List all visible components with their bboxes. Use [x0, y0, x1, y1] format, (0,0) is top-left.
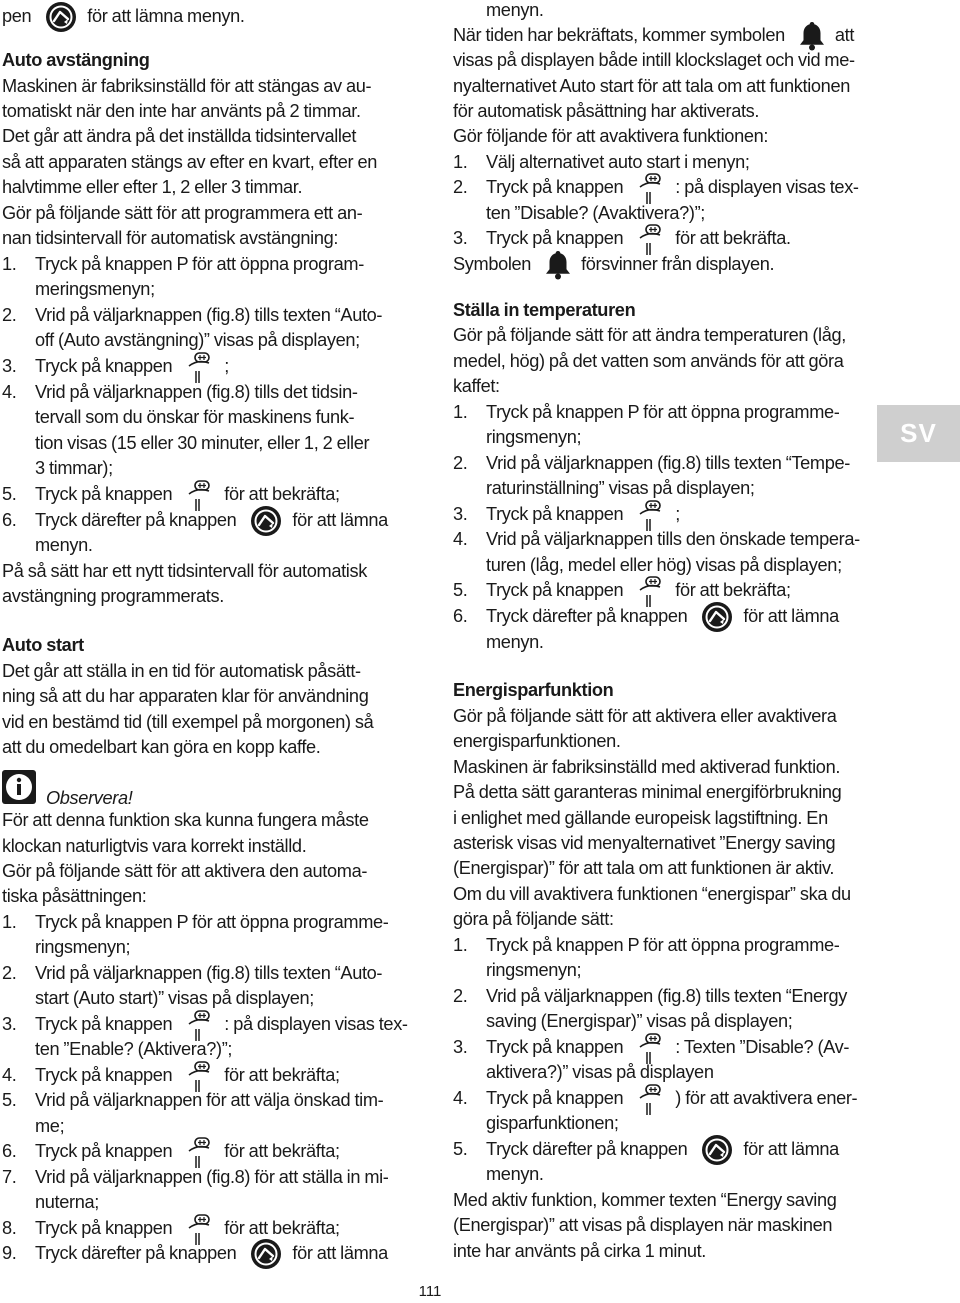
line-text: Vrid på väljarknappen (fig.8) tills texten “Auto- [35, 305, 383, 325]
paragraph-line [453, 48, 861, 73]
line-text: Tryck på knappen [486, 177, 624, 197]
list-number: 4. [2, 382, 17, 402]
list-item [453, 226, 861, 251]
section-heading: Auto avstängning [2, 50, 150, 70]
line-text-after-icon: ; [675, 504, 680, 524]
line-text: att du omedelbart kan göra en kopp kaffe. [2, 737, 321, 757]
line-text: Vrid på väljarknappen (fig.8) tills texten “Auto- [35, 963, 383, 983]
line-text: göra på följande sätt: [453, 909, 614, 929]
paragraph-line [453, 907, 861, 932]
paragraph-line [453, 74, 861, 99]
list-item-continuation: tervall som du önskar för maskinens funk- [35, 407, 355, 427]
paragraph-line [453, 882, 861, 907]
paragraph-line [2, 659, 410, 684]
line-text: Vrid på väljarknappen för att välja önskad tim- [35, 1090, 384, 1110]
line-text-after-icon: ) för att avaktivera ener- [675, 1088, 858, 1108]
back-arrow-icon [250, 1238, 282, 1270]
line-text-after-icon: ; [224, 356, 229, 376]
list-number: 5. [2, 484, 17, 504]
list-item [2, 1063, 410, 1088]
line-text-after-icon: för att lämna [292, 510, 388, 530]
line-text: (Energispar)” för att tala om att funktionen är aktiv. [453, 858, 835, 878]
list-number: 2. [2, 963, 17, 983]
list-item-continuation: ten ”Enable? (Aktivera?)”; [35, 1039, 233, 1059]
paragraph-line [2, 74, 410, 99]
line-text: för automatisk påsättning har aktiverats. [453, 101, 760, 121]
paragraph-line [453, 856, 861, 881]
paragraph-line [2, 684, 410, 709]
list-number: 3. [453, 1037, 468, 1057]
line-text: Maskinen är fabriksinställd för att stängas av au- [2, 76, 372, 96]
line-text: På så sätt har ett nytt tidsintervall för automatisk [2, 561, 367, 581]
list-item [453, 527, 861, 552]
paragraph-line [2, 201, 410, 226]
list-item-continuation: raturinställning” visas på displayen; [486, 478, 755, 498]
list-number: 2. [453, 453, 468, 473]
line-text: Det går att ställa in en tid för automatisk påsätt- [2, 661, 361, 681]
back-arrow-icon [45, 1, 77, 33]
line-text: Symbolen [453, 254, 532, 274]
list-item-continuation: ringsmenyn; [486, 960, 582, 980]
list-number: 6. [2, 510, 17, 530]
list-item-continuation: me; [35, 1116, 65, 1136]
line-text: i enlighet med gällande europeisk lagstiftning. En [453, 808, 828, 828]
paragraph-line [453, 1239, 861, 1264]
line-text: Vrid på väljarknappen (fig.8) tills texten “Energy [486, 986, 847, 1006]
section-heading: Energisparfunktion [453, 680, 614, 700]
line-text: vid en bestämd tid (till exempel på morgonen) så [2, 712, 374, 732]
line-text: Gör följande för att avaktivera funktionen: [453, 126, 769, 146]
list-item-continuation: ringsmenyn; [35, 937, 131, 957]
clock-bell-icon [545, 250, 571, 280]
line-text: asterisk visas vid menyalternativet ”Energy saving [453, 833, 836, 853]
line-text: energisparfunktionen. [453, 731, 621, 751]
list-item-continuation: saving (Energispar)” visas på displayen; [486, 1011, 793, 1031]
line-text: Vrid på väljarknappen (fig.8) för att ställa in mi- [35, 1167, 389, 1187]
section-heading: Auto start [2, 635, 84, 655]
list-item-continuation: menyn. [486, 632, 544, 652]
list-item [2, 1012, 410, 1037]
line-text: Gör på följande sätt för att ändra temperaturen (låg, [453, 325, 846, 345]
list-number: 1. [453, 152, 468, 172]
paragraph-line [453, 831, 861, 856]
list-number: 7. [2, 1167, 17, 1187]
paragraph-line [453, 755, 861, 780]
line-text: Med aktiv funktion, kommer texten “Energy saving [453, 1190, 837, 1210]
paragraph-line [2, 175, 410, 200]
list-number: 2. [2, 305, 17, 325]
line-text: pen [2, 6, 32, 26]
line-text: Tryck på knappen [486, 580, 624, 600]
line-text: Det går att ändra på det inställda tidsintervallet [2, 126, 357, 146]
list-number: 5. [2, 1090, 17, 1110]
paragraph-line [2, 710, 410, 735]
line-text-after-icon: för att bekräfta; [224, 1065, 340, 1085]
list-item [2, 1165, 410, 1190]
list-item-continuation: nuterna; [35, 1192, 99, 1212]
line-text-after-icon: att [834, 25, 855, 45]
list-number: 4. [2, 1065, 17, 1085]
info-icon [2, 770, 36, 809]
paragraph-line [2, 808, 410, 833]
list-number: 2. [453, 986, 468, 1006]
paragraph-line [2, 735, 410, 760]
line-text: Tryck på knappen [35, 1141, 173, 1161]
list-number: 3. [453, 504, 468, 524]
line-text: Gör på följande sätt för att programmera ett an- [2, 203, 363, 223]
line-text: Tryck på knappen [35, 356, 173, 376]
list-item [453, 604, 861, 629]
list-item-continuation: ringsmenyn; [486, 427, 582, 447]
line-text: kaffet: [453, 376, 500, 396]
line-text-after-icon: för att bekräfta; [224, 1218, 340, 1238]
line-text-after-icon: för att lämna [743, 606, 839, 626]
list-item [453, 175, 861, 200]
list-item-continuation: menyn. [486, 0, 544, 20]
clock-bell-icon [799, 21, 825, 51]
paragraph-line [453, 99, 861, 124]
list-number: 9. [2, 1243, 17, 1263]
list-item [2, 252, 410, 277]
paragraph-line [453, 806, 861, 831]
line-text: avstängning programmerats. [2, 586, 224, 606]
paragraph-line [2, 884, 410, 909]
line-text: Tryck på knappen P för att öppna program- [35, 254, 364, 274]
list-item [2, 1216, 410, 1241]
list-number: 4. [453, 529, 468, 549]
paragraph-line [2, 834, 410, 859]
paragraph-line [2, 559, 410, 584]
list-item-continuation: ten ”Disable? (Avaktivera?)”; [486, 203, 705, 223]
paragraph-line [2, 226, 410, 251]
paragraph-line [453, 252, 861, 277]
line-text: Tryck på knappen [35, 1014, 173, 1034]
line-text: När tiden har bekräftats, kommer symbolen [453, 25, 785, 45]
line-text-after-icon: för att bekräfta; [224, 484, 340, 504]
line-text: Tryck på knappen [486, 1037, 624, 1057]
back-arrow-icon [701, 601, 733, 633]
line-text: nyalternativet Auto start för att tala om att funktionen [453, 76, 850, 96]
paragraph-line [453, 323, 861, 348]
list-number: 3. [2, 1014, 17, 1034]
line-text: Tryck på knappen [35, 1218, 173, 1238]
line-text-after-icon: för att bekräfta; [224, 1141, 340, 1161]
line-text: Maskinen är fabriksinställd med aktiverad funktion. [453, 757, 841, 777]
list-item [2, 910, 410, 935]
list-item [453, 1035, 861, 1060]
paragraph-line [2, 859, 410, 884]
line-text: Tryck på knappen P för att öppna programme- [486, 935, 840, 955]
list-item-continuation: gisparfunktionen; [486, 1113, 619, 1133]
list-item [2, 1088, 410, 1113]
paragraph-line [453, 374, 861, 399]
line-text: inte har använts på cirka 1 minut. [453, 1241, 707, 1261]
line-text-after-icon: för att lämna [292, 1243, 388, 1263]
paragraph-line [2, 99, 410, 124]
line-text: Tryck på knappen [486, 504, 624, 524]
line-text: Tryck på knappen [486, 228, 624, 248]
list-item [2, 482, 410, 507]
list-item [2, 961, 410, 986]
line-text: Tryck därefter på knappen [35, 510, 237, 530]
list-number: 1. [453, 935, 468, 955]
list-item-continuation: menyn. [486, 1164, 544, 1184]
line-text: medel, hög) på det vatten som används för att göra [453, 351, 844, 371]
line-text: Gör på följande sätt för att aktivera eller avaktivera [453, 706, 837, 726]
list-number: 1. [2, 912, 17, 932]
list-item-continuation: turen (låg, medel eller hög) visas på displayen; [486, 555, 842, 575]
list-number: 1. [2, 254, 17, 274]
line-text-after-icon: : på displayen visas tex- [224, 1014, 408, 1034]
list-item [2, 380, 410, 405]
list-number: 4. [453, 1088, 468, 1108]
list-item [2, 1241, 410, 1266]
line-text: Tryck därefter på knappen [486, 1139, 688, 1159]
list-item [453, 933, 861, 958]
line-text: Tryck på knappen [35, 484, 173, 504]
line-text: Tryck på knappen P för att öppna programme- [35, 912, 389, 932]
list-number: 6. [2, 1141, 17, 1161]
list-item-continuation: start (Auto start)” visas på displayen; [35, 988, 315, 1008]
paragraph-line [453, 1213, 861, 1238]
list-item-continuation: menyn. [35, 535, 93, 555]
line-text: På detta sätt garanteras minimal energiförbrukning [453, 782, 842, 802]
line-text-after-icon: : Texten ”Disable? (Av- [675, 1037, 850, 1057]
line-text: Vrid på väljarknappen (fig.8) tills texten “Tempe- [486, 453, 850, 473]
paragraph-line [453, 704, 861, 729]
paragraph-line [453, 1188, 861, 1213]
line-text: tiska påsättningen: [2, 886, 147, 906]
list-number: 3. [2, 356, 17, 376]
line-text: halvtimme eller efter 1, 2 eller 3 timmar. [2, 177, 303, 197]
list-item [453, 451, 861, 476]
line-text: Tryck på knappen P för att öppna programme- [486, 402, 840, 422]
paragraph-line [2, 150, 410, 175]
list-item [2, 1139, 410, 1164]
line-text: visas på displayen både intill klockslaget och vid me- [453, 50, 855, 70]
list-item-continuation: off (Auto avstängning)” visas på displayen; [35, 330, 360, 350]
list-item [453, 502, 861, 527]
line-text: tomatiskt när den inte har använts på 2 timmar. [2, 101, 361, 121]
line-text-after-icon: försvinner från displayen. [581, 254, 775, 274]
line-text-after-icon: : på displayen visas tex- [675, 177, 859, 197]
line-text: För att denna funktion ska kunna fungera måste [2, 810, 369, 830]
paragraph-line [2, 584, 410, 609]
list-item [2, 303, 410, 328]
line-text: Tryck på knappen [486, 1088, 624, 1108]
list-item-continuation: tion visas (15 eller 30 minuter, eller 1, 2 eller [35, 433, 370, 453]
line-text: (Energispar)” att visas på displayen när maskinen [453, 1215, 833, 1235]
line-text: så att apparaten stängs av efter en kvart, efter en [2, 152, 377, 172]
list-item-continuation: aktivera?)” visas på displayen [486, 1062, 714, 1082]
paragraph-line [2, 4, 410, 29]
paragraph-line [2, 124, 410, 149]
list-number: 1. [453, 402, 468, 422]
line-text: klockan naturligtvis vara korrekt inställd. [2, 836, 307, 856]
line-text-after-icon: för att lämna menyn. [87, 6, 245, 26]
line-text: nan tidsintervall för automatisk avstängning: [2, 228, 339, 248]
line-text: Vrid på väljarknappen (fig.8) tills det tidsin- [35, 382, 358, 402]
list-item [2, 508, 410, 533]
list-number: 8. [2, 1218, 17, 1238]
list-number: 3. [453, 228, 468, 248]
list-item [2, 354, 410, 379]
list-number: 5. [453, 1139, 468, 1159]
page-number: 111 [418, 1283, 442, 1300]
list-item [453, 1137, 861, 1162]
line-text-after-icon: för att lämna [743, 1139, 839, 1159]
section-heading: Ställa in temperaturen [453, 300, 636, 320]
line-text: Gör på följande sätt för att aktivera den automa- [2, 861, 368, 881]
paragraph-line [453, 23, 861, 48]
line-text-after-icon: för att bekräfta; [675, 580, 791, 600]
list-item-continuation: 3 timmar); [35, 458, 113, 478]
paragraph-line [453, 349, 861, 374]
paragraph-line [453, 729, 861, 754]
list-item [453, 400, 861, 425]
list-number: 6. [453, 606, 468, 626]
paragraph-line [453, 124, 861, 149]
line-text-after-icon: för att bekräfta. [675, 228, 791, 248]
paragraph-line [453, 780, 861, 805]
line-text: Om du vill avaktivera funktionen “energispar” ska du [453, 884, 851, 904]
line-text: Tryck därefter på knappen [35, 1243, 237, 1263]
list-item [453, 578, 861, 603]
list-number: 2. [453, 177, 468, 197]
list-item-continuation: meringsmenyn; [35, 279, 155, 299]
line-text: Tryck på knappen [35, 1065, 173, 1085]
line-text: Tryck därefter på knappen [486, 606, 688, 626]
line-text: Välj alternativet auto start i menyn; [486, 152, 750, 172]
line-text: ning så att du har apparaten klar för användning [2, 686, 369, 706]
list-item [453, 1086, 861, 1111]
list-item [453, 984, 861, 1009]
list-number: 5. [453, 580, 468, 600]
line-text: Vrid på väljarknappen tills den önskade tempera- [486, 529, 860, 549]
note-heading: Observera! [46, 788, 133, 808]
language-tab: SV [877, 405, 960, 462]
